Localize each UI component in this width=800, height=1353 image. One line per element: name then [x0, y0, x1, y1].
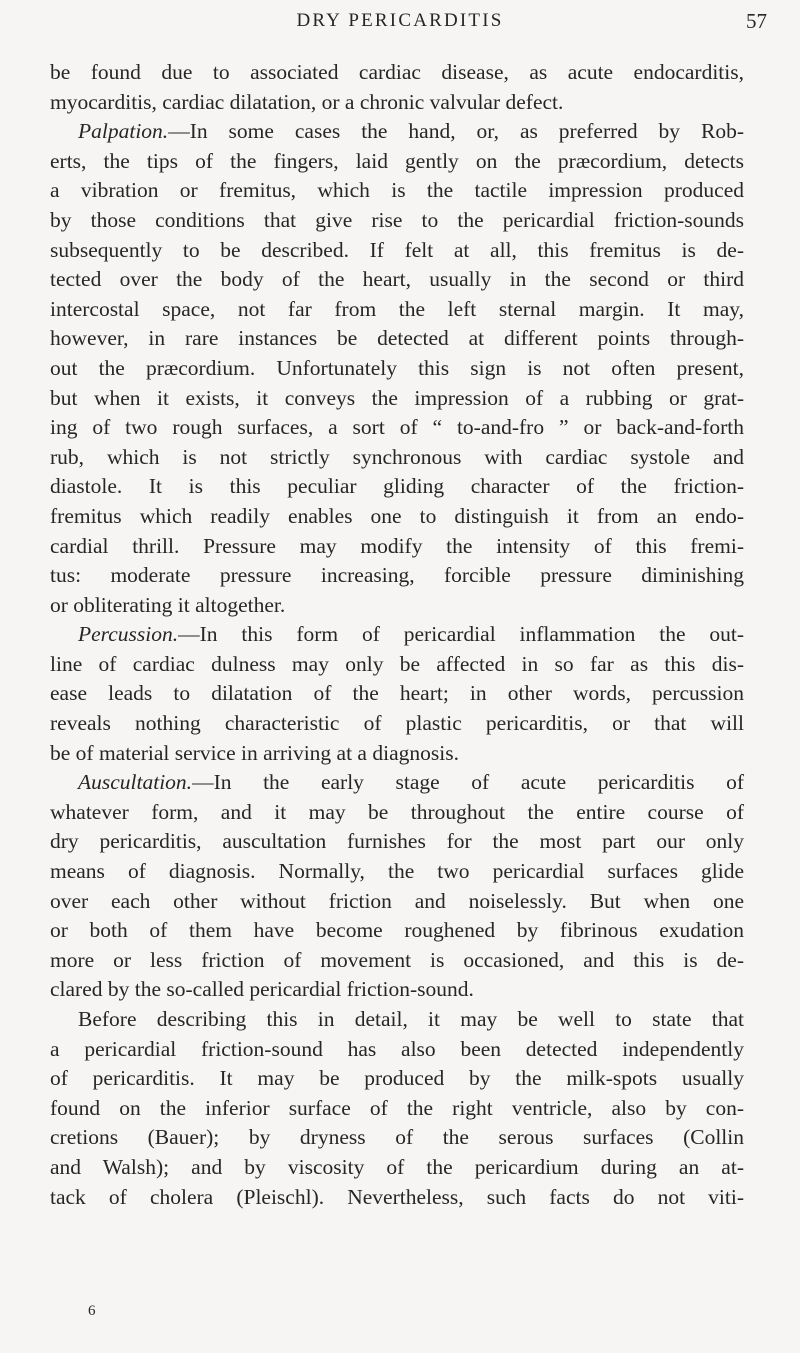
text-line [50, 1064, 744, 1094]
line-text: tack of cholera (Pleischl). Nevertheless, such facts do not viti- [50, 1184, 744, 1209]
line-text: a pericardial friction-sound has also been detected independently [50, 1036, 744, 1061]
text-line [50, 946, 744, 976]
line-text: be found due to associated cardiac disease, as acute endocarditis, [50, 60, 744, 84]
section-lead: Auscultation. [78, 770, 193, 795]
text-line [50, 916, 744, 946]
line-text: more or less friction of movement is occasioned, and this is de- [50, 947, 744, 972]
text-line [50, 532, 744, 562]
text-line [50, 176, 744, 206]
line-text: intercostal space, not far from the left sternal margin. It may, [50, 296, 744, 321]
line-text: whatever form, and it may be throughout the entire course of [50, 799, 744, 824]
line-text: erts, the tips of the fingers, laid gently on the præcordium, detects [50, 148, 744, 173]
text-line [50, 561, 744, 591]
line-text: a vibration or fremitus, which is the tactile impression produced [50, 178, 744, 203]
line-text: clared by the so-called pericardial friction-sound. [50, 977, 474, 1002]
text-line [50, 236, 744, 266]
line-text: ing of two rough surfaces, a sort of “ to-and-fro ” or back-and-forth [50, 415, 744, 440]
line-text: subsequently to be described. If felt at all, this fremitus is de- [50, 237, 744, 262]
text-line [50, 324, 744, 354]
text-line [50, 798, 744, 828]
line-text: —In some cases the hand, or, as preferred by Rob- [168, 119, 744, 144]
line-text: myocarditis, cardiac dilatation, or a chronic valvular defect. [50, 89, 564, 114]
text-line [50, 679, 744, 709]
text-line [50, 1094, 744, 1124]
text-line [50, 147, 744, 177]
text-line [50, 88, 744, 118]
line-text: —In the early stage of acute pericarditis of [192, 770, 744, 795]
text-line [50, 827, 744, 857]
line-text: cretions (Bauer); by dryness of the serous surfaces (Collin [50, 1125, 744, 1150]
line-text: Before describing this in detail, it may be well to state that [78, 1007, 744, 1031]
text-line [50, 620, 744, 650]
text-line [50, 472, 744, 502]
line-text: and Walsh); and by viscosity of the pericardium during an at- [50, 1154, 744, 1179]
running-head [0, 6, 800, 36]
line-text: or both of them have become roughened by fibrinous exudation [50, 918, 744, 943]
text-line [50, 443, 744, 473]
line-text: found on the inferior surface of the right ventricle, also by con- [50, 1095, 744, 1120]
text-line [50, 1153, 744, 1183]
text-line [50, 117, 744, 147]
line-text: over each other without friction and noiselessly. But when one [50, 888, 744, 913]
text-line [50, 413, 744, 443]
text-line [50, 739, 744, 769]
text-line [50, 857, 744, 887]
signature-mark: 6 [88, 1303, 96, 1319]
text-line [50, 384, 744, 414]
line-text: fremitus which readily enables one to distinguish it from an endo- [50, 503, 744, 528]
line-text: ease leads to dilatation of the heart; in other words, percussion [50, 681, 744, 706]
text-line [50, 265, 744, 295]
line-text: line of cardiac dulness may only be affected in so far as this dis- [50, 651, 744, 676]
page-number: 57 [746, 9, 767, 33]
text-line [50, 1005, 744, 1035]
line-text: diastole. It is this peculiar gliding character of the friction- [50, 474, 744, 499]
text-line [50, 768, 744, 798]
running-title: DRY PERICARDITIS [296, 10, 504, 31]
text-line [50, 354, 744, 384]
line-text: —In this form of pericardial inflammation the out- [178, 622, 744, 647]
text-line [50, 1183, 744, 1213]
line-text: of pericarditis. It may be produced by the milk-spots usually [50, 1066, 744, 1091]
line-text: cardial thrill. Pressure may modify the intensity of this fremi- [50, 533, 744, 558]
section-lead: Palpation. [78, 119, 169, 144]
text-line [50, 206, 744, 236]
text-line [50, 1123, 744, 1153]
text-line [50, 591, 744, 621]
line-text: tus: moderate pressure increasing, forcible pressure diminishing [50, 563, 744, 588]
text-line [50, 502, 744, 532]
line-text: however, in rare instances be detected at different points through- [50, 326, 744, 351]
text-line [50, 58, 744, 88]
text-line [50, 709, 744, 739]
section-lead: Percussion. [78, 622, 179, 647]
line-text: but when it exists, it conveys the impression of a rubbing or grat- [50, 385, 744, 410]
text-line [50, 1035, 744, 1065]
line-text: or obliterating it altogether. [50, 592, 286, 617]
line-text: means of diagnosis. Normally, the two pericardial surfaces glide [50, 859, 744, 884]
line-text: out the præcordium. Unfortunately this sign is not often present, [50, 355, 744, 380]
line-text: dry pericarditis, auscultation furnishes for the most part our only [50, 829, 744, 854]
text-line [50, 295, 744, 325]
line-text: tected over the body of the heart, usually in the second or third [50, 267, 744, 292]
line-text: by those conditions that give rise to the pericardial friction-sounds [50, 207, 744, 232]
text-line [50, 887, 744, 917]
text-line [50, 975, 744, 1005]
line-text: be of material service in arriving at a diagnosis. [50, 740, 459, 765]
body-text [50, 58, 744, 1212]
line-text: reveals nothing characteristic of plastic pericarditis, or that will [50, 711, 744, 736]
line-text: rub, which is not strictly synchronous with cardiac systole and [50, 444, 744, 469]
text-line [50, 650, 744, 680]
